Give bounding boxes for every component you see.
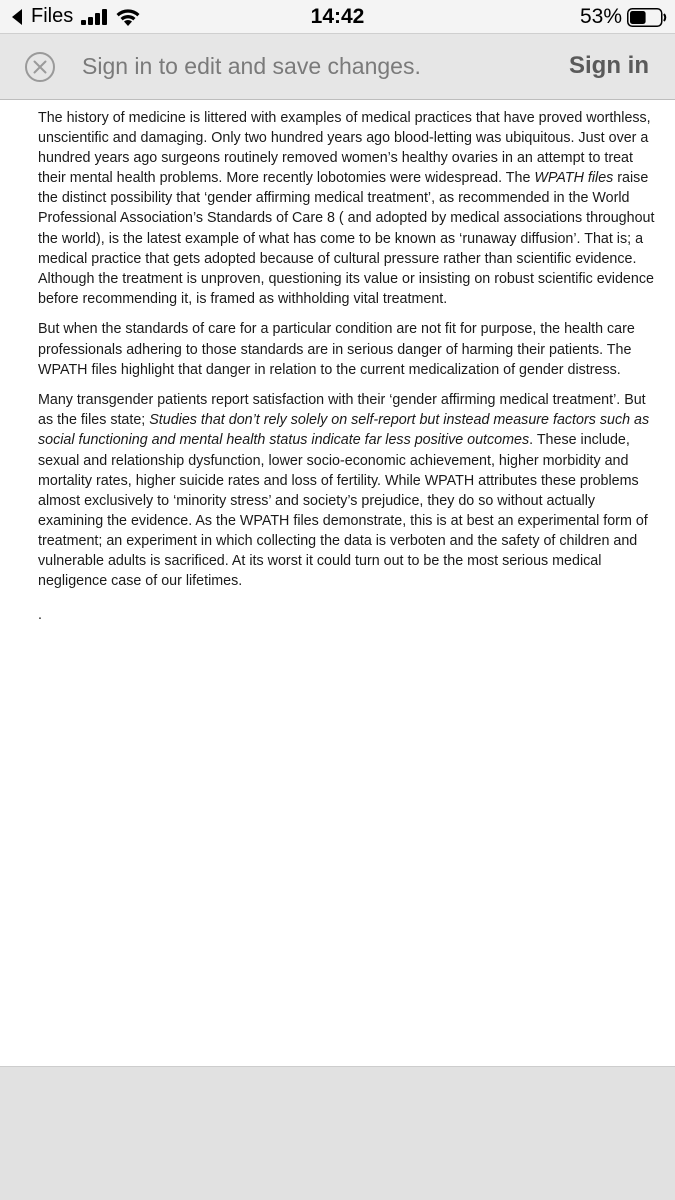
paragraph-3-italic: Studies that don’t rely solely on self-report but instead measure factors such as social functioning and mental health status indicate far less positive outcomes <box>38 412 650 449</box>
bottom-toolbar-area <box>0 1066 675 1200</box>
paragraph-2: But when the standards of care for a particular condition are not fit for purpose, the health care professionals adhering to those standards are in serious danger of harming their patients. The WPATH files highlight that danger in relation to the current medicalization of gender distress. <box>38 321 635 378</box>
back-app-label[interactable]: Files <box>31 5 74 27</box>
paragraph-3-text-c: . These include, sexual and relationship dysfunction, lower socio-economic achievement, higher morbidity and mortality rates, higher suicide rates and loss of fertility. While WPATH attributes these problems almost exclusively to ‘minority stress’ and society’s prejudice, they do so without actually examining the evidence. As the WPATH files demonstrate, this is at best an experimental form of treatment; an experiment in which collecting the data is verboten and the safety of children and vulnerable adults is sacrificed. At its worst it could turn out to be the most serious medical negligence case of our lifetimes. <box>38 432 648 590</box>
paragraph-1-text-a: The history of medicine is littered with examples of medical practices that have proved worthless, unscientific and damaging. Only two hundred years ago blood-letting was ubiquitous. Just over a hundred years ago surgeons routinely removed women’s healthy ovaries in an attempt to treat their mental health problems. More recently lobotomies were widespread. The <box>38 110 651 187</box>
trailing-dot: . <box>38 607 42 624</box>
paragraph-3 <box>38 390 663 591</box>
paragraph-1 <box>38 108 663 309</box>
close-circle-icon[interactable] <box>24 51 56 83</box>
paragraph-1-text-c: raise the distinct possibility that ‘gender affirming medical treatment’, as recommended in the World Professional Association’s Standards of Care 8 ( and adopted by medical associations throughout the world), is the latest example of what has come to be known as ‘runaway diffusion’. That is; a medical practice that gets adopted because of cultural pressure rather than scientific evidence. Although the treatment is unproven, questioning its value or insisting on robust scientific evidence before recommending it, is framed as withholding vital treatment. <box>38 170 655 307</box>
paragraph-1-italic: WPATH files <box>534 170 614 187</box>
signin-banner <box>0 33 675 100</box>
battery-icon <box>627 8 667 27</box>
clock-time: 14:42 <box>310 5 365 28</box>
status-bar <box>0 0 675 33</box>
sign-in-button[interactable]: Sign in <box>569 52 649 79</box>
signin-message: Sign in to edit and save changes. <box>82 53 421 79</box>
paragraph-3-text-a: Many transgender patients report satisfaction with their ‘gender affirming medical treatment’. But as the files state; <box>38 392 646 429</box>
battery-percent: 53% <box>580 5 623 28</box>
document-body <box>38 108 663 636</box>
